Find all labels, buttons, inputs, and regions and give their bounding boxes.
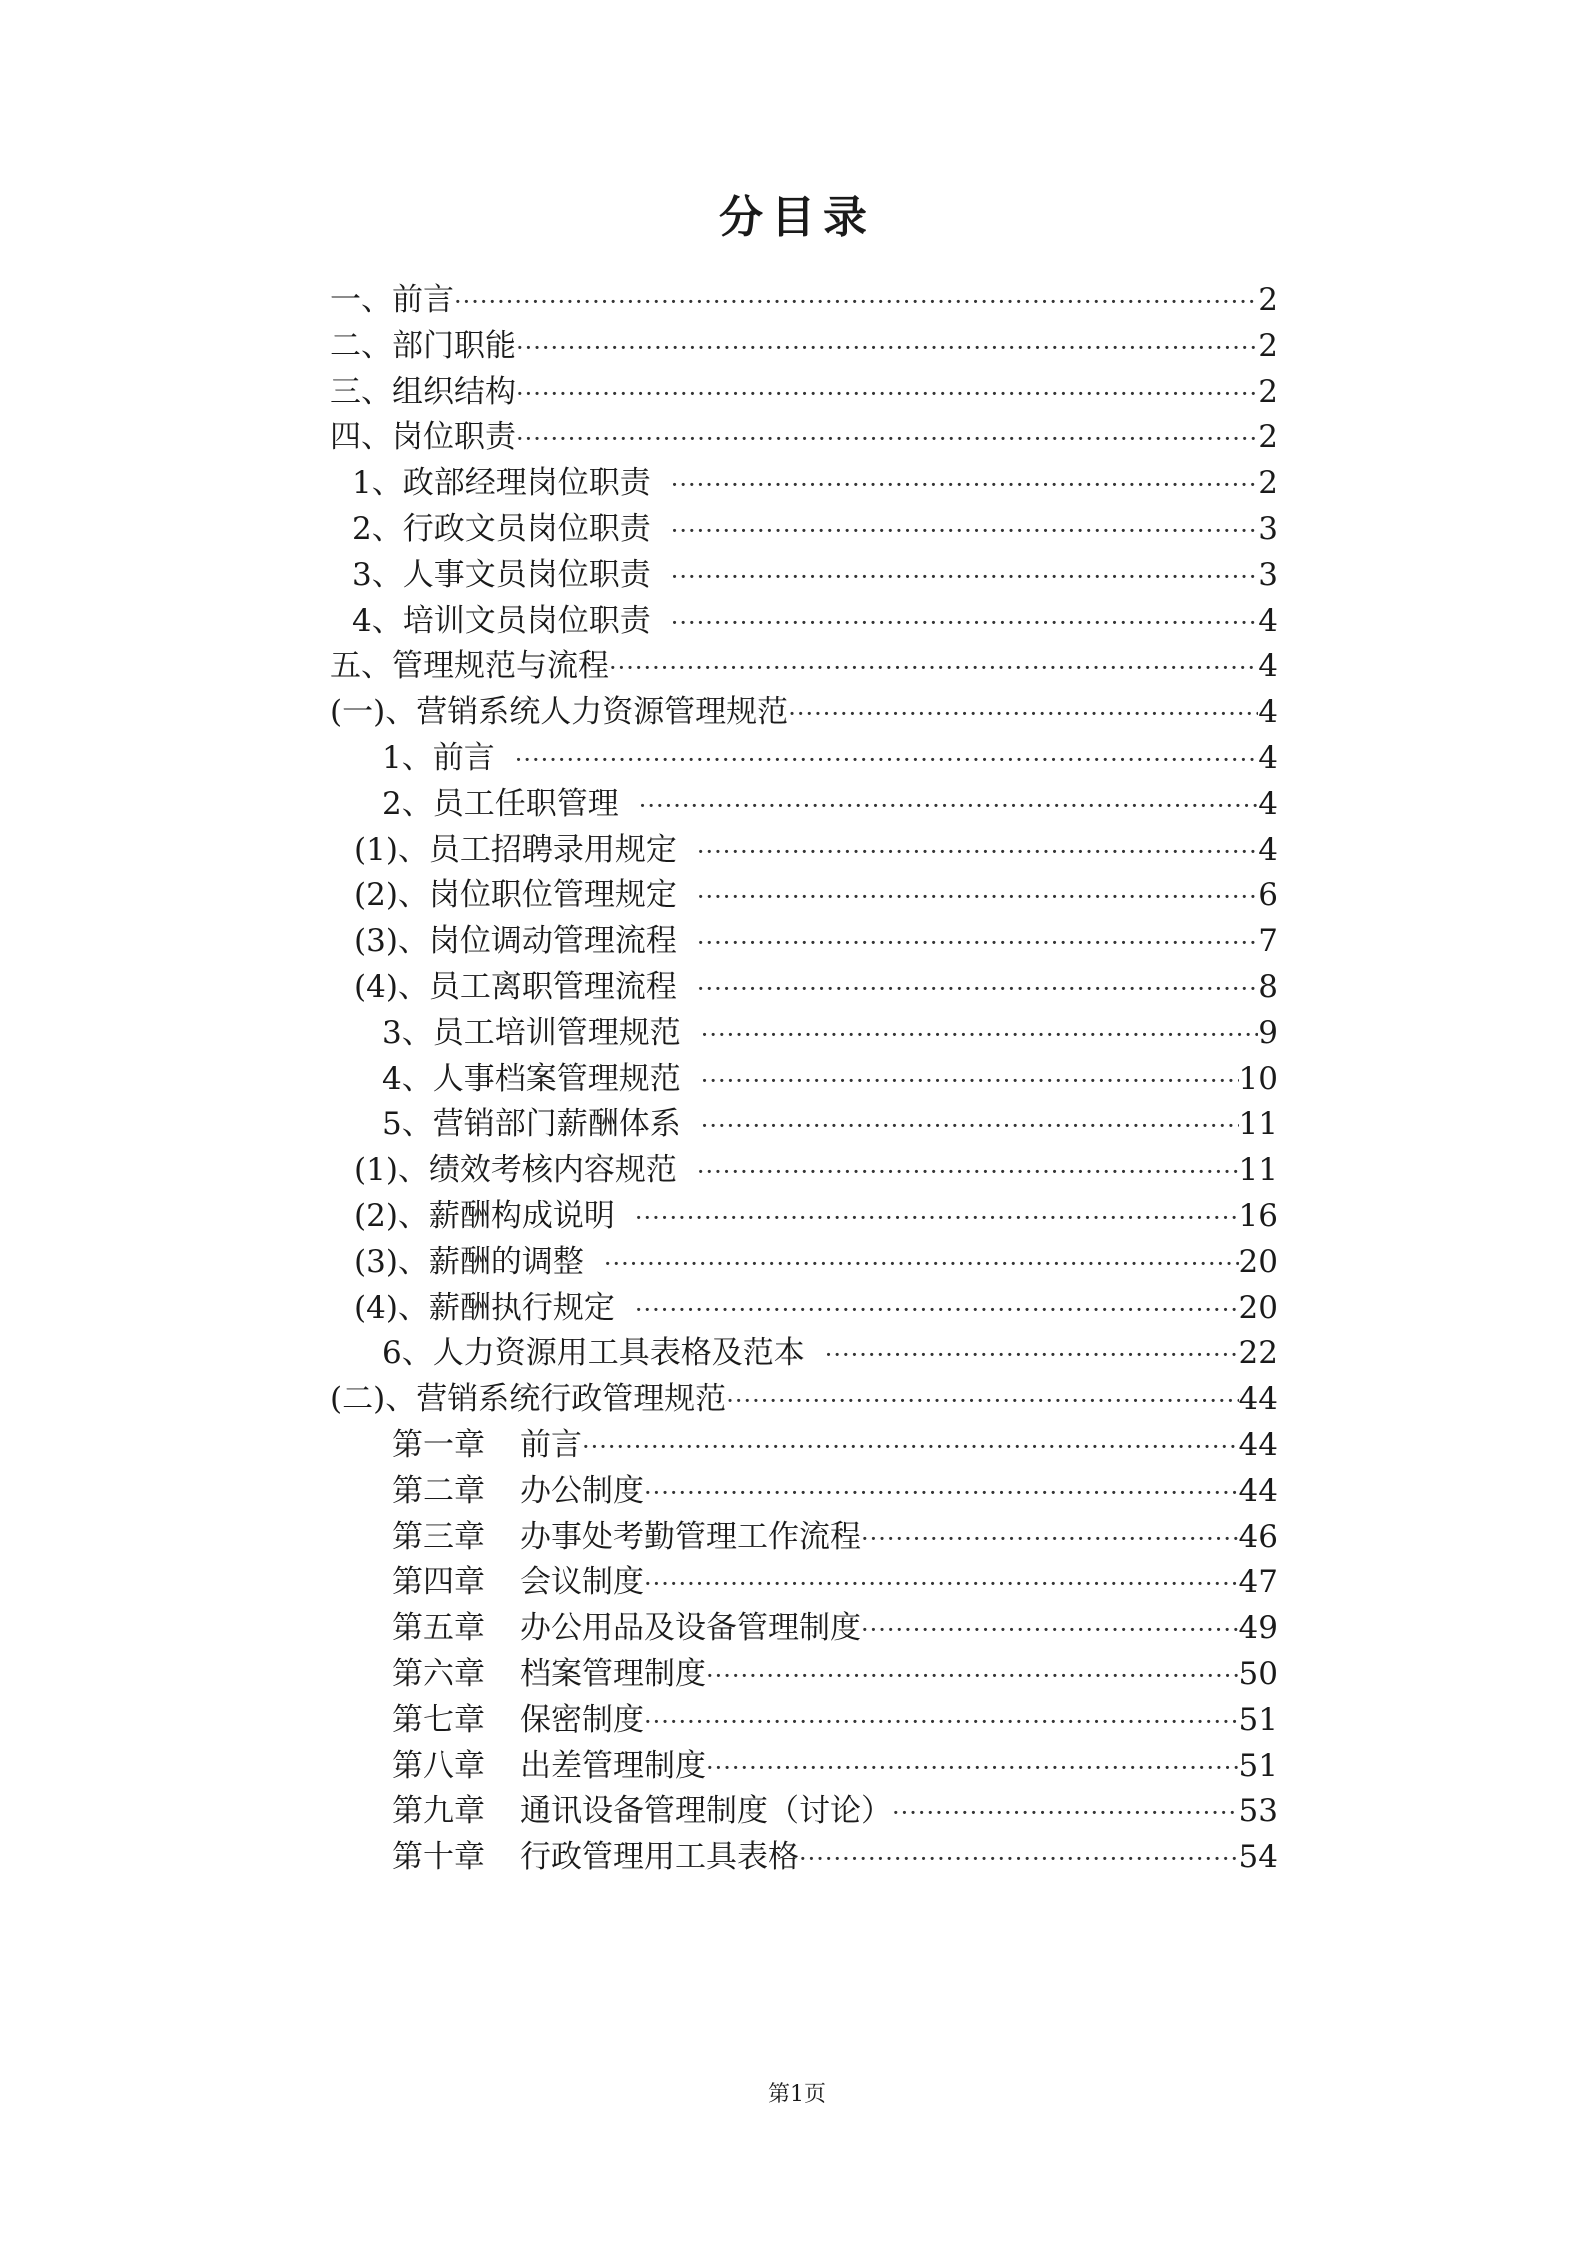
toc-entry-label: 4、人事档案管理规范 [382, 1060, 681, 1097]
toc-entry-label: 一、前言 [330, 282, 454, 318]
toc-entry[interactable] [330, 599, 1278, 645]
dot-leader [644, 1700, 1239, 1746]
toc-entry-label [392, 1560, 644, 1606]
dot-leader [516, 417, 1258, 463]
toc-page-number: 53 [1238, 1793, 1278, 1830]
toc-page-number: 4 [1258, 694, 1278, 731]
toc-entry-label [392, 1606, 861, 1652]
toc-entry[interactable] [330, 1377, 1278, 1423]
dot-leader [706, 1654, 1239, 1700]
dot-leader [609, 646, 1258, 692]
toc-entry[interactable] [330, 736, 1278, 782]
toc-entry[interactable] [330, 370, 1278, 416]
toc-entry[interactable] [330, 1515, 1278, 1561]
toc-entry[interactable] [330, 507, 1278, 553]
toc-entry[interactable] [330, 690, 1278, 736]
toc-page-number: 49 [1238, 1610, 1278, 1647]
toc-entry-label: (3)、薪酬的调整 [354, 1243, 584, 1280]
dot-leader [639, 784, 1259, 830]
toc-chapter-number: 第一章 [392, 1426, 485, 1463]
dot-leader [701, 1104, 1239, 1150]
toc-chapter-number: 第九章 [392, 1793, 485, 1830]
toc-entry-label: (4)、员工离职管理流程 [354, 968, 677, 1005]
toc-chapter-title: 办公用品及设备管理制度 [520, 1610, 861, 1647]
dot-leader [697, 830, 1258, 876]
toc-entry[interactable] [330, 1102, 1278, 1148]
toc-entry-label [392, 1652, 706, 1698]
dot-leader [644, 1562, 1239, 1608]
dot-leader [604, 1242, 1239, 1288]
toc-entry[interactable] [330, 1240, 1278, 1286]
toc-entry-label: (1)、绩效考核内容规范 [354, 1152, 677, 1189]
dot-leader [516, 326, 1258, 372]
page-title: 分目录 [719, 192, 875, 243]
toc-entry-label: (二)、营销系统行政管理规范 [330, 1381, 727, 1418]
toc-entry-label: 6、人力资源用工具表格及范本 [382, 1335, 805, 1372]
toc-entry-label: (3)、岗位调动管理流程 [354, 923, 677, 960]
toc-chapter-title: 行政管理用工具表格 [520, 1839, 799, 1876]
toc-entry-label: (2)、薪酬构成说明 [354, 1197, 615, 1234]
toc-entry-label [392, 1515, 861, 1561]
toc-entry[interactable] [330, 461, 1278, 507]
dot-leader [671, 463, 1259, 509]
toc-page-number: 20 [1238, 1243, 1278, 1280]
dot-leader [697, 921, 1258, 967]
toc-page-number: 2 [1258, 465, 1278, 502]
toc-entry-label: 5、营销部门薪酬体系 [382, 1106, 681, 1143]
toc-page-number: 8 [1258, 968, 1278, 1005]
toc-chapter-number: 第五章 [392, 1610, 485, 1647]
toc-page-number: 6 [1258, 877, 1278, 914]
table-of-contents [330, 278, 1278, 1881]
toc-chapter-number: 第十章 [392, 1839, 485, 1876]
toc-entry[interactable] [330, 1331, 1278, 1377]
dot-leader [706, 1746, 1239, 1792]
toc-page-number: 50 [1238, 1655, 1278, 1692]
dot-leader [861, 1608, 1239, 1654]
toc-chapter-title: 会议制度 [520, 1564, 644, 1601]
toc-chapter-number: 第四章 [392, 1564, 485, 1601]
toc-entry[interactable] [330, 1652, 1278, 1698]
toc-entry-label: 3、员工培训管理规范 [382, 1014, 681, 1051]
toc-entry[interactable] [330, 919, 1278, 965]
toc-entry-label [392, 1423, 582, 1469]
toc-entry-label: 3、人事文员岗位职责 [352, 556, 651, 593]
dot-leader [726, 1379, 1238, 1425]
dot-leader [671, 509, 1259, 555]
toc-chapter-title: 档案管理制度 [520, 1655, 706, 1692]
toc-entry[interactable] [330, 1148, 1278, 1194]
toc-entry[interactable] [330, 1011, 1278, 1057]
dot-leader [582, 1425, 1239, 1471]
toc-chapter-title: 办事处考勤管理工作流程 [520, 1518, 861, 1555]
toc-page-number: 4 [1258, 831, 1278, 868]
dot-leader [671, 555, 1259, 601]
toc-page-number: 44 [1238, 1381, 1278, 1418]
toc-page-number: 7 [1258, 923, 1278, 960]
toc-entry[interactable] [330, 828, 1278, 874]
toc-chapter-title: 出差管理制度 [520, 1747, 706, 1784]
toc-entry[interactable] [330, 324, 1278, 370]
toc-entry-label: 1、政部经理岗位职责 [352, 465, 651, 502]
dot-leader [861, 1517, 1239, 1563]
toc-page-number: 51 [1238, 1701, 1278, 1738]
page-number-footer: 第1页 [768, 2082, 826, 2107]
dot-leader [697, 967, 1258, 1013]
dot-leader [644, 1471, 1239, 1517]
toc-entry-label: 4、培训文员岗位职责 [352, 602, 651, 639]
toc-entry-label: 2、员工任职管理 [382, 785, 619, 822]
dot-leader [892, 1791, 1239, 1837]
toc-entry[interactable] [330, 1057, 1278, 1103]
toc-entry-label [392, 1835, 799, 1881]
dot-leader [825, 1333, 1239, 1379]
toc-page-number: 16 [1238, 1197, 1278, 1234]
toc-entry[interactable] [330, 1286, 1278, 1332]
toc-page-number: 20 [1238, 1289, 1278, 1326]
toc-entry[interactable] [330, 278, 1278, 324]
toc-entry[interactable] [330, 1698, 1278, 1744]
toc-entry-label [392, 1789, 892, 1835]
toc-entry-label: 1、前言 [382, 739, 495, 776]
toc-page-number: 11 [1238, 1106, 1278, 1143]
toc-chapter-number: 第三章 [392, 1518, 485, 1555]
toc-chapter-title: 办公制度 [520, 1472, 644, 1509]
toc-page-number: 54 [1238, 1839, 1278, 1876]
dot-leader [799, 1837, 1239, 1883]
toc-entry-label: (4)、薪酬执行规定 [354, 1289, 615, 1326]
dot-leader [671, 601, 1259, 647]
toc-chapter-title: 前言 [520, 1426, 582, 1463]
toc-page-number: 2 [1258, 419, 1278, 456]
toc-page-number: 4 [1258, 785, 1278, 822]
toc-page-number: 22 [1238, 1335, 1278, 1372]
toc-entry-label: 五、管理规范与流程 [330, 648, 609, 685]
toc-entry[interactable] [330, 1744, 1278, 1790]
toc-chapter-number: 第八章 [392, 1747, 485, 1784]
toc-page-number: 46 [1238, 1518, 1278, 1555]
toc-entry[interactable] [330, 1560, 1278, 1606]
dot-leader [697, 875, 1258, 921]
toc-chapter-number: 第六章 [392, 1655, 485, 1692]
toc-page-number: 2 [1258, 282, 1278, 318]
dot-leader [635, 1196, 1239, 1242]
toc-chapter-number: 第七章 [392, 1701, 485, 1738]
toc-chapter-title: 通讯设备管理制度（讨论） [520, 1793, 892, 1830]
toc-entry-label: 2、行政文员岗位职责 [352, 510, 651, 547]
toc-entry[interactable] [330, 1194, 1278, 1240]
toc-page-number: 47 [1238, 1564, 1278, 1601]
toc-page-number: 2 [1258, 327, 1278, 364]
toc-entry[interactable] [330, 415, 1278, 461]
dot-leader [701, 1013, 1259, 1059]
toc-entry-label: (1)、员工招聘录用规定 [354, 831, 677, 868]
toc-entry-label: 三、组织结构 [330, 373, 516, 410]
toc-entry[interactable] [330, 1835, 1278, 1881]
toc-entry[interactable] [330, 644, 1278, 690]
toc-page-number: 3 [1258, 510, 1278, 547]
toc-entry-label [392, 1698, 644, 1744]
dot-leader [788, 692, 1258, 738]
toc-page-number: 3 [1258, 556, 1278, 593]
toc-page-number: 44 [1238, 1472, 1278, 1509]
toc-entry-label [392, 1744, 706, 1790]
toc-entry[interactable] [330, 873, 1278, 919]
toc-page-number: 4 [1258, 648, 1278, 685]
toc-entry[interactable] [330, 782, 1278, 828]
toc-page-number: 10 [1238, 1060, 1278, 1097]
toc-entry[interactable] [330, 1789, 1278, 1835]
toc-page-number: 9 [1258, 1014, 1278, 1051]
toc-entry-label: 四、岗位职责 [330, 419, 516, 456]
toc-page-number: 2 [1258, 373, 1278, 410]
toc-entry[interactable] [330, 1469, 1278, 1515]
dot-leader [454, 280, 1258, 326]
toc-chapter-title: 保密制度 [520, 1701, 644, 1738]
toc-page-number: 51 [1238, 1747, 1278, 1784]
toc-entry-label: 二、部门职能 [330, 327, 516, 364]
toc-entry-label: (2)、岗位职位管理规定 [354, 877, 677, 914]
dot-leader [635, 1288, 1239, 1334]
toc-entry-label: (一)、营销系统人力资源管理规范 [330, 694, 789, 731]
toc-chapter-number: 第二章 [392, 1472, 485, 1509]
toc-entry[interactable] [330, 1606, 1278, 1652]
dot-leader [701, 1059, 1239, 1105]
toc-entry[interactable] [330, 1423, 1278, 1469]
toc-entry-label [392, 1469, 644, 1515]
toc-page-number: 44 [1238, 1426, 1278, 1463]
dot-leader [697, 1150, 1239, 1196]
dot-leader [515, 738, 1259, 784]
toc-entry[interactable] [330, 553, 1278, 599]
toc-page-number: 4 [1258, 739, 1278, 776]
toc-page-number: 11 [1238, 1152, 1278, 1189]
dot-leader [516, 372, 1258, 418]
toc-entry[interactable] [330, 965, 1278, 1011]
toc-page-number: 4 [1258, 602, 1278, 639]
